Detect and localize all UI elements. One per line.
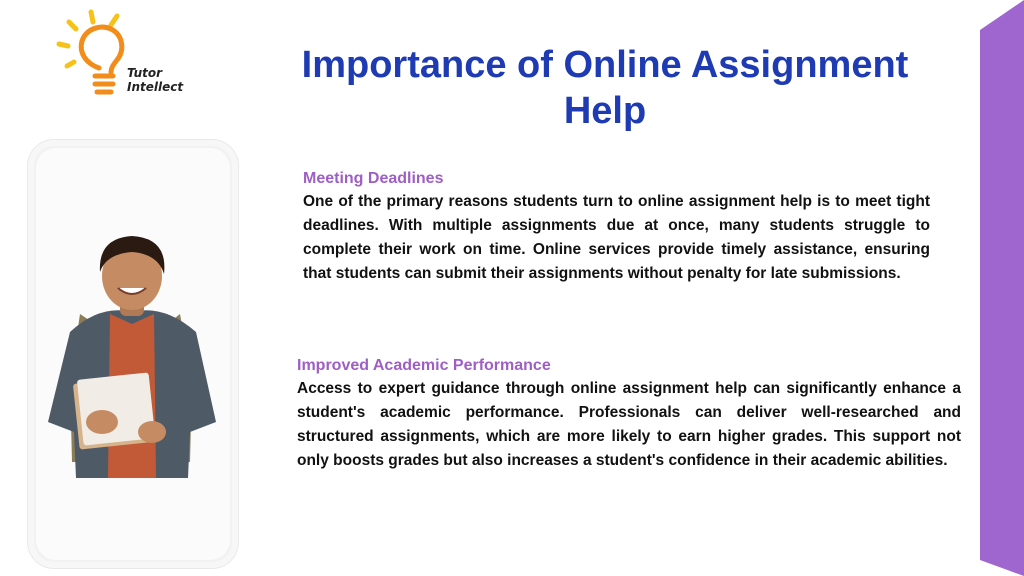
section-meeting-deadlines <box>303 168 930 286</box>
section-heading: Improved Academic Performance <box>297 357 551 374</box>
section-heading: Meeting Deadlines <box>303 170 444 187</box>
logo-wordmark <box>127 66 183 94</box>
logo-line-1: Tutor <box>127 66 163 80</box>
section-body: One of the primary reasons students turn to online assignment help is to meet tight deadlines. With multiple assignments due at once, many students struggle to complete their work on time. Online services provide timely assistance, ensuring that students can submit their assignments without penalty for late submissions. <box>303 193 930 282</box>
section-improved-academic-performance <box>297 355 961 473</box>
page-title: Importance of Online Assignment Help <box>301 44 909 132</box>
tutor-intellect-logo <box>55 8 195 100</box>
purple-accent-band <box>980 0 1024 576</box>
student-photo <box>40 232 225 478</box>
logo-line-2: Intellect <box>127 80 184 94</box>
section-body: Access to expert guidance through online assignment help can significantly enhance a student's academic performance. Professionals can deliver well-researched and structured assignments, which are more likely to earn higher grades. This support not only boosts grades but also increases a student's confidence in their academic abilities. <box>297 380 961 469</box>
